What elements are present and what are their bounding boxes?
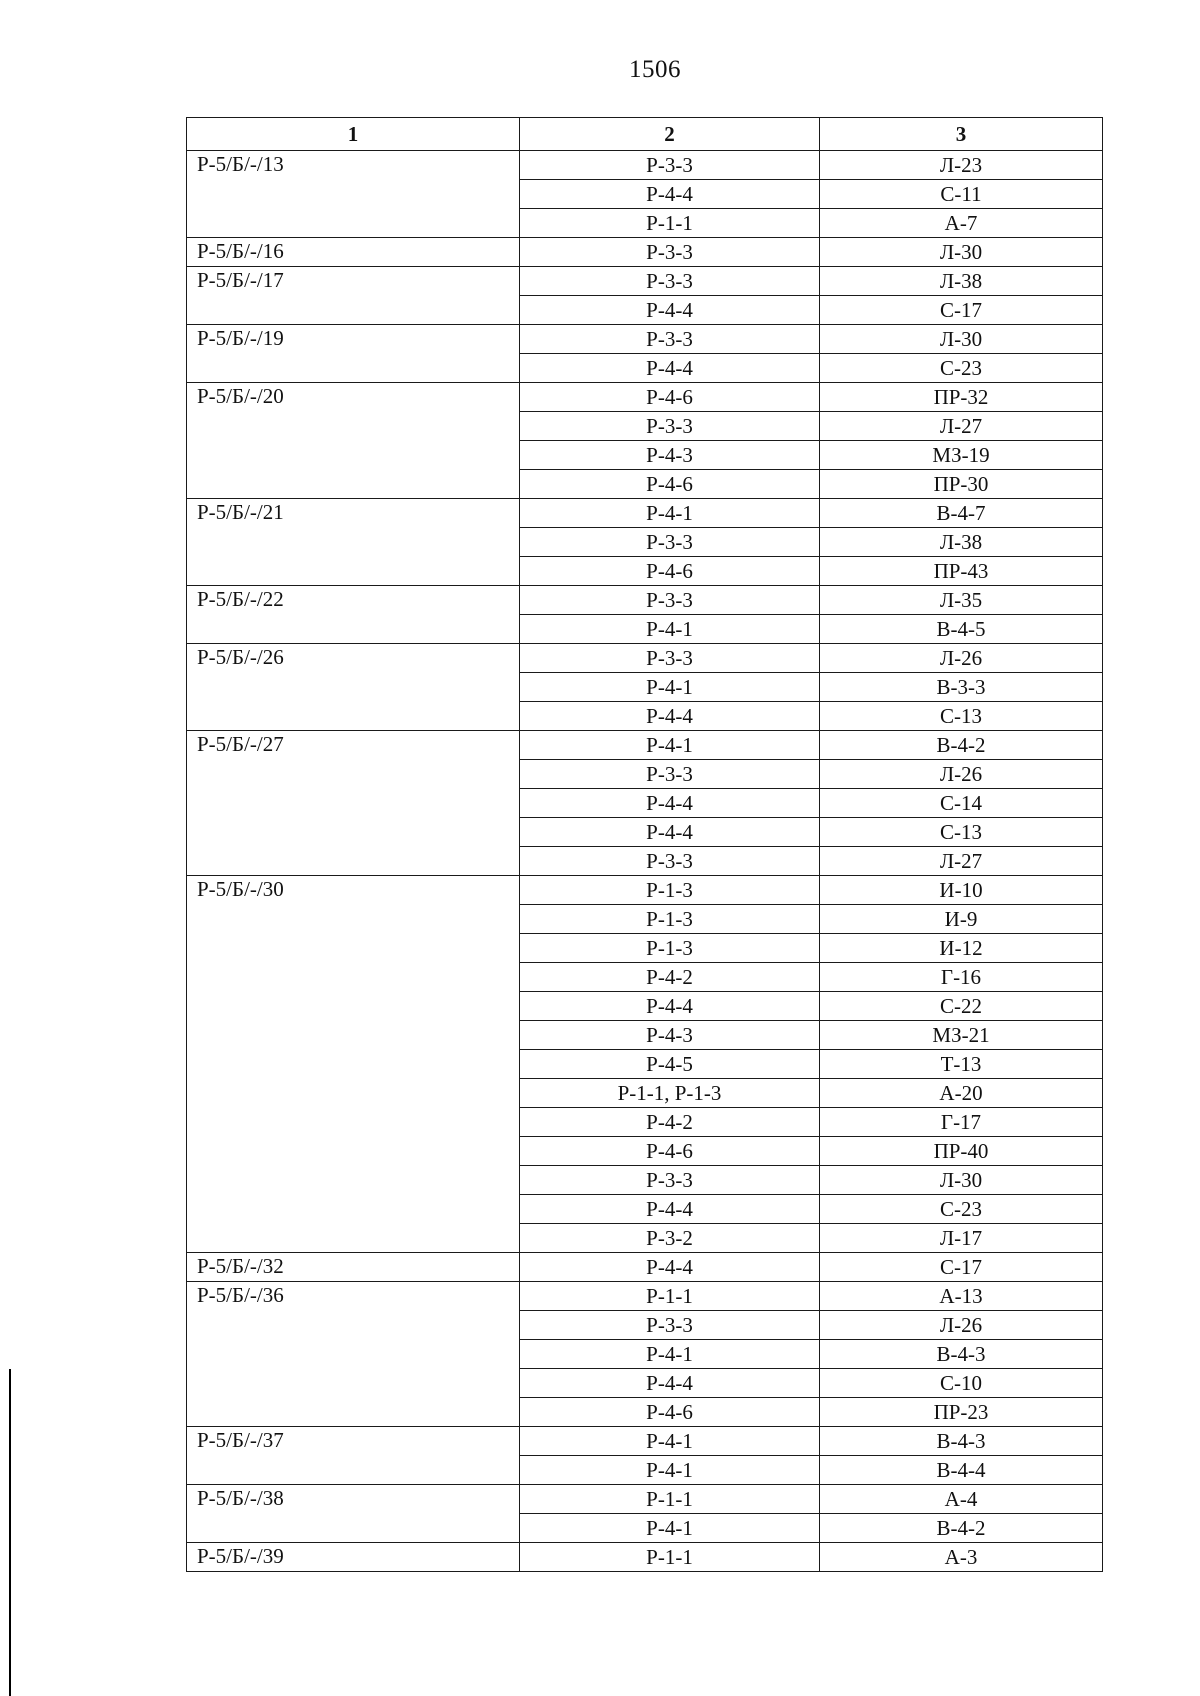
value-cell: В-3-3	[820, 673, 1103, 702]
reference-cell: Р-1-3	[520, 905, 820, 934]
value-cell: И-12	[820, 934, 1103, 963]
table-row	[187, 1485, 1103, 1514]
value-cell: ПР-30	[820, 470, 1103, 499]
value-cell: С-17	[820, 1253, 1103, 1282]
reference-cell: Р-3-2	[520, 1224, 820, 1253]
value-cell: ПР-32	[820, 383, 1103, 412]
value-cell: Г-16	[820, 963, 1103, 992]
reference-cell: Р-4-2	[520, 1108, 820, 1137]
scan-margin-line	[9, 1369, 11, 1696]
reference-table	[186, 117, 1103, 1572]
reference-cell: Р-3-3	[520, 644, 820, 673]
value-cell: В-4-2	[820, 1514, 1103, 1543]
value-cell: С-23	[820, 1195, 1103, 1224]
value-cell: Г-17	[820, 1108, 1103, 1137]
table-row	[187, 1253, 1103, 1282]
value-cell: ПР-43	[820, 557, 1103, 586]
group-code-cell: Р-5/Б/-/36	[187, 1282, 520, 1427]
reference-cell: Р-3-3	[520, 325, 820, 354]
value-cell: А-3	[820, 1543, 1103, 1572]
value-cell: Л-26	[820, 644, 1103, 673]
value-cell: Л-38	[820, 267, 1103, 296]
value-cell: Л-17	[820, 1224, 1103, 1253]
value-cell: В-4-2	[820, 731, 1103, 760]
reference-cell: Р-1-1	[520, 1282, 820, 1311]
reference-cell: Р-4-1	[520, 1427, 820, 1456]
reference-cell: Р-4-1	[520, 1456, 820, 1485]
table-row	[187, 499, 1103, 528]
reference-cell: Р-3-3	[520, 1166, 820, 1195]
value-cell: С-17	[820, 296, 1103, 325]
reference-cell: Р-4-2	[520, 963, 820, 992]
value-cell: Л-23	[820, 151, 1103, 180]
table-row	[187, 383, 1103, 412]
group-code-cell: Р-5/Б/-/22	[187, 586, 520, 644]
group-code-cell: Р-5/Б/-/37	[187, 1427, 520, 1485]
table-row	[187, 267, 1103, 296]
value-cell: С-10	[820, 1369, 1103, 1398]
table-row	[187, 731, 1103, 760]
value-cell: Т-13	[820, 1050, 1103, 1079]
reference-cell: Р-3-3	[520, 412, 820, 441]
value-cell: С-23	[820, 354, 1103, 383]
group-code-cell: Р-5/Б/-/39	[187, 1543, 520, 1572]
reference-cell: Р-4-6	[520, 557, 820, 586]
reference-cell: Р-4-1	[520, 615, 820, 644]
group-code-cell: Р-5/Б/-/26	[187, 644, 520, 731]
reference-cell: Р-3-3	[520, 760, 820, 789]
table-header-row	[187, 118, 1103, 151]
group-code-cell: Р-5/Б/-/27	[187, 731, 520, 876]
value-cell: А-7	[820, 209, 1103, 238]
table-row	[187, 586, 1103, 615]
table-row	[187, 644, 1103, 673]
table-row	[187, 325, 1103, 354]
column-header-1: 1	[187, 118, 520, 151]
value-cell: Л-30	[820, 238, 1103, 267]
value-cell: Л-30	[820, 325, 1103, 354]
table-row	[187, 1543, 1103, 1572]
reference-cell: Р-1-1	[520, 1543, 820, 1572]
reference-cell: Р-4-4	[520, 992, 820, 1021]
reference-cell: Р-4-4	[520, 296, 820, 325]
reference-cell: Р-3-3	[520, 151, 820, 180]
reference-cell: Р-1-3	[520, 934, 820, 963]
reference-cell: Р-4-4	[520, 789, 820, 818]
table-body	[187, 151, 1103, 1572]
value-cell: С-11	[820, 180, 1103, 209]
group-code-cell: Р-5/Б/-/19	[187, 325, 520, 383]
group-code-cell: Р-5/Б/-/20	[187, 383, 520, 499]
group-code-cell: Р-5/Б/-/13	[187, 151, 520, 238]
value-cell: С-13	[820, 818, 1103, 847]
column-header-3: 3	[820, 118, 1103, 151]
page-number: 1506	[629, 56, 681, 83]
reference-cell: Р-4-1	[520, 499, 820, 528]
reference-cell: Р-3-3	[520, 847, 820, 876]
reference-cell: Р-1-1, Р-1-3	[520, 1079, 820, 1108]
group-code-cell: Р-5/Б/-/21	[187, 499, 520, 586]
value-cell: И-9	[820, 905, 1103, 934]
reference-cell: Р-1-1	[520, 1485, 820, 1514]
value-cell: И-10	[820, 876, 1103, 905]
reference-cell: Р-4-3	[520, 441, 820, 470]
group-code-cell: Р-5/Б/-/17	[187, 267, 520, 325]
column-header-2: 2	[520, 118, 820, 151]
reference-cell: Р-4-4	[520, 1369, 820, 1398]
value-cell: МЗ-19	[820, 441, 1103, 470]
reference-cell: Р-1-1	[520, 209, 820, 238]
group-code-cell: Р-5/Б/-/38	[187, 1485, 520, 1543]
value-cell: ПР-40	[820, 1137, 1103, 1166]
value-cell: В-4-4	[820, 1456, 1103, 1485]
value-cell: В-4-3	[820, 1427, 1103, 1456]
value-cell: С-22	[820, 992, 1103, 1021]
reference-cell: Р-4-6	[520, 470, 820, 499]
table-row	[187, 151, 1103, 180]
value-cell: ПР-23	[820, 1398, 1103, 1427]
table-row	[187, 238, 1103, 267]
reference-cell: Р-4-4	[520, 354, 820, 383]
reference-cell: Р-3-3	[520, 238, 820, 267]
value-cell: А-13	[820, 1282, 1103, 1311]
reference-cell: Р-3-3	[520, 528, 820, 557]
value-cell: МЗ-21	[820, 1021, 1103, 1050]
reference-cell: Р-4-6	[520, 1137, 820, 1166]
table-row	[187, 1427, 1103, 1456]
value-cell: Л-26	[820, 760, 1103, 789]
reference-cell: Р-1-3	[520, 876, 820, 905]
value-cell: А-20	[820, 1079, 1103, 1108]
reference-cell: Р-4-3	[520, 1021, 820, 1050]
reference-cell: Р-4-6	[520, 1398, 820, 1427]
group-code-cell: Р-5/Б/-/32	[187, 1253, 520, 1282]
value-cell: Л-38	[820, 528, 1103, 557]
table-row	[187, 876, 1103, 905]
reference-cell: Р-4-1	[520, 1514, 820, 1543]
value-cell: С-13	[820, 702, 1103, 731]
reference-cell: Р-4-4	[520, 818, 820, 847]
value-cell: А-4	[820, 1485, 1103, 1514]
group-code-cell: Р-5/Б/-/30	[187, 876, 520, 1253]
reference-cell: Р-4-1	[520, 673, 820, 702]
value-cell: Л-35	[820, 586, 1103, 615]
reference-cell: Р-3-3	[520, 1311, 820, 1340]
value-cell: Л-27	[820, 847, 1103, 876]
reference-cell: Р-4-6	[520, 383, 820, 412]
reference-cell: Р-4-1	[520, 731, 820, 760]
table-row	[187, 1282, 1103, 1311]
value-cell: В-4-5	[820, 615, 1103, 644]
group-code-cell: Р-5/Б/-/16	[187, 238, 520, 267]
value-cell: Л-26	[820, 1311, 1103, 1340]
value-cell: С-14	[820, 789, 1103, 818]
reference-cell: Р-4-5	[520, 1050, 820, 1079]
value-cell: Л-30	[820, 1166, 1103, 1195]
reference-cell: Р-4-4	[520, 1195, 820, 1224]
value-cell: В-4-3	[820, 1340, 1103, 1369]
reference-cell: Р-3-3	[520, 267, 820, 296]
reference-cell: Р-4-4	[520, 180, 820, 209]
table-header	[187, 118, 1103, 151]
reference-cell: Р-4-4	[520, 1253, 820, 1282]
value-cell: Л-27	[820, 412, 1103, 441]
reference-cell: Р-4-1	[520, 1340, 820, 1369]
reference-cell: Р-3-3	[520, 586, 820, 615]
value-cell: В-4-7	[820, 499, 1103, 528]
reference-cell: Р-4-4	[520, 702, 820, 731]
